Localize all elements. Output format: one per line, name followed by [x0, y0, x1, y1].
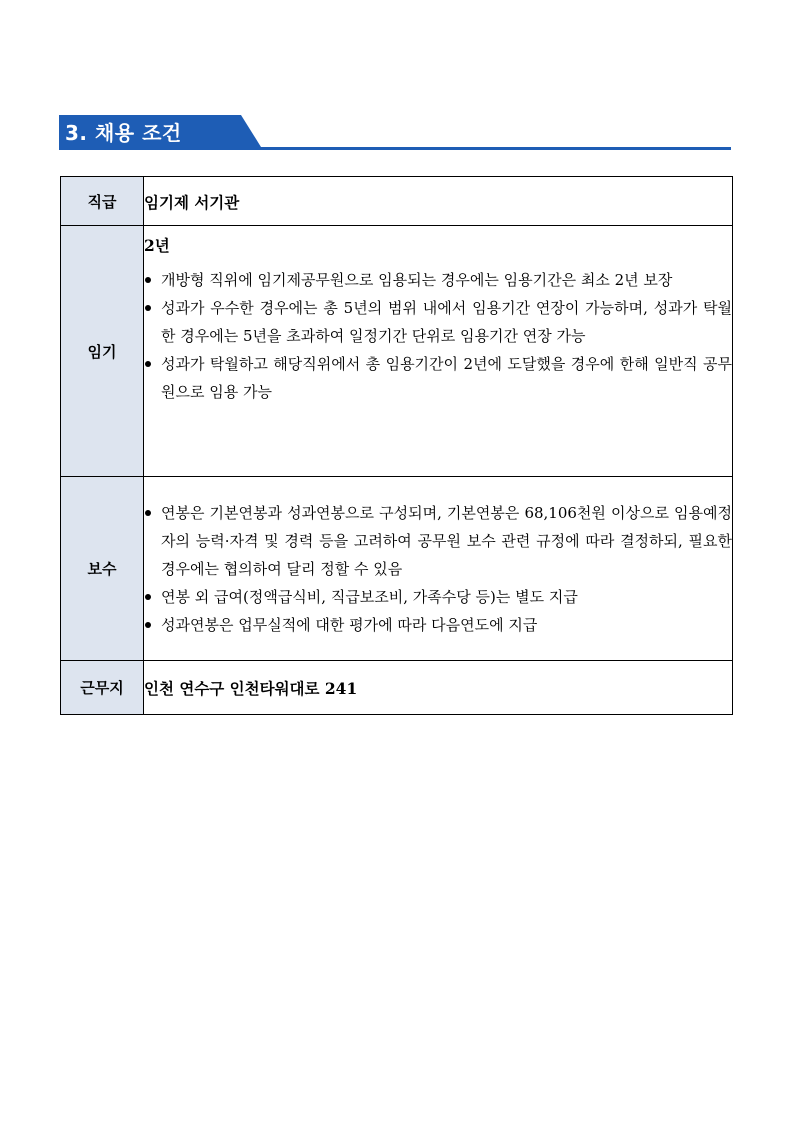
table-row-grade: [61, 177, 733, 226]
pay-cell: [144, 477, 733, 661]
bullet-dot-icon: [145, 305, 151, 311]
pay-bullet-text: 성과연봉은 업무실적에 대한 평가에 따라 다음연도에 지급: [161, 615, 538, 634]
workplace-label: 근무지: [61, 661, 144, 715]
bullet-dot-icon: [145, 622, 151, 628]
bullet-dot-icon: [145, 510, 151, 516]
term-bullet-list: [144, 266, 732, 406]
bullet-dot-icon: [145, 594, 151, 600]
grade-cell: [144, 177, 733, 226]
conditions-table: [60, 176, 733, 715]
term-value: 2년: [144, 236, 170, 255]
list-item: [144, 611, 732, 639]
list-item: [144, 583, 732, 611]
bullet-dot-icon: [145, 361, 151, 367]
list-item: [144, 499, 732, 583]
table-row-workplace: [61, 661, 733, 715]
grade-label: 직급: [61, 177, 144, 226]
table-row-term: [61, 226, 733, 477]
section-header: [59, 115, 731, 151]
workplace-cell: [144, 661, 733, 715]
term-bullet-text: 개방형 직위에 임기제공무원으로 임용되는 경우에는 임용기간은 최소 2년 보장: [161, 271, 673, 289]
list-item: [144, 266, 732, 294]
bullet-dot-icon: [145, 277, 151, 283]
pay-bullet-list: [144, 499, 732, 639]
list-item: [144, 350, 732, 406]
term-label: 임기: [61, 226, 144, 477]
term-bullet-text: 성과가 탁월하고 해당직위에서 총 임용기간이 2년에 도달했을 경우에 한해 일반직 공무원으로 임용 가능: [161, 355, 732, 401]
grade-value: 임기제 서기관: [144, 192, 240, 212]
term-cell: [144, 226, 733, 477]
section-title: 3. 채용 조건: [65, 121, 182, 145]
pay-label: 보수: [61, 477, 144, 661]
term-bullet-text: 성과가 우수한 경우에는 총 5년의 범위 내에서 임용기간 연장이 가능하며, 성과가 탁월한 경우에는 5년을 초과하여 일정기간 단위로 임용기간 연장 가능: [161, 299, 732, 345]
pay-bullet-text: 연봉 외 급여(정액급식비, 직급보조비, 가족수당 등)는 별도 지급: [161, 587, 578, 606]
workplace-value: 인천 연수구 인천타워대로 241: [144, 678, 358, 698]
table-row-pay: [61, 477, 733, 661]
list-item: [144, 294, 732, 350]
pay-bullet-text: 연봉은 기본연봉과 성과연봉으로 구성되며, 기본연봉은 68,106천원 이상으로 임용예정자의 능력·자격 및 경력 등을 고려하여 공무원 보수 관련 규정에 따라 결정하되, 필요한 경우에는 협의하여 달리 정할 수 있음: [161, 503, 732, 578]
